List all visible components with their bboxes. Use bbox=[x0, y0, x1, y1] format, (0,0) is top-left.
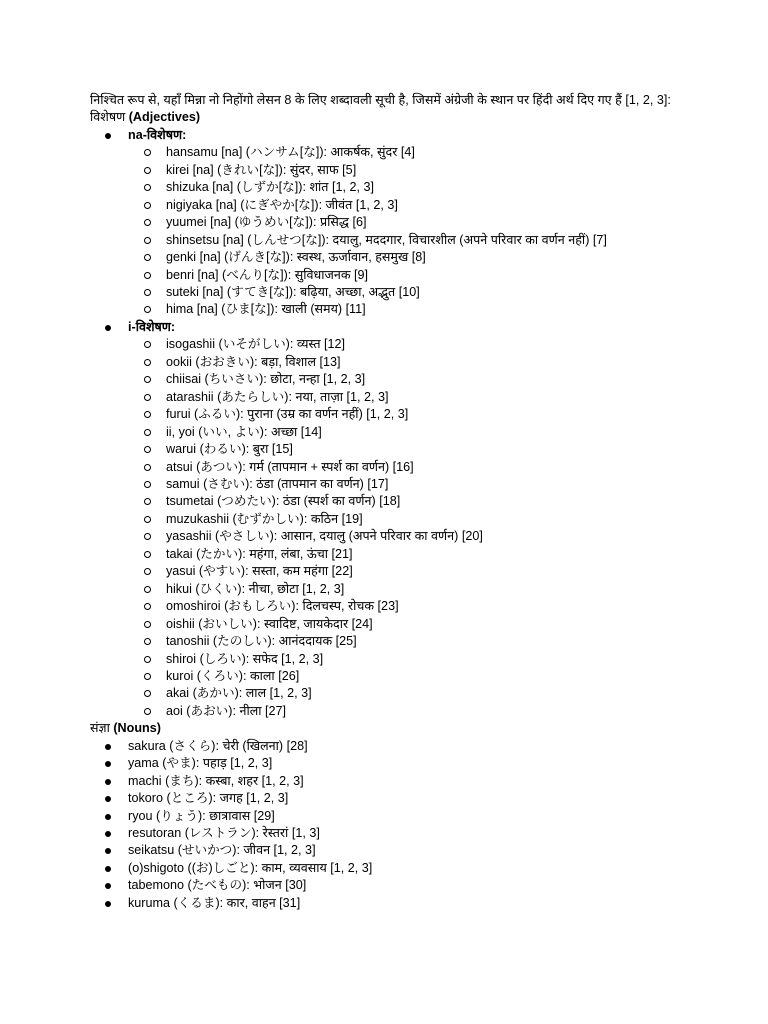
list-item bbox=[128, 197, 710, 214]
list-item bbox=[90, 755, 710, 772]
noun-list bbox=[90, 738, 710, 913]
list-item bbox=[128, 616, 710, 633]
circle-bullet-icon bbox=[144, 429, 151, 436]
list-item-text: aoi (あおい): नीला [27] bbox=[166, 703, 287, 718]
list-item bbox=[90, 738, 710, 755]
list-item bbox=[128, 511, 710, 528]
circle-bullet-icon bbox=[144, 341, 151, 348]
list-item-text: hima [na] (ひま[な]): खाली (समय) [11] bbox=[166, 302, 366, 317]
na-adjective-group bbox=[90, 127, 710, 319]
list-item bbox=[90, 808, 710, 825]
list-item-text: yuumei [na] (ゆうめい[な]): प्रसिद्ध [6] bbox=[166, 215, 367, 230]
list-item bbox=[128, 598, 710, 615]
list-item-text: machi (まち): कस्बा, शहर [1, 2, 3] bbox=[128, 773, 304, 788]
circle-bullet-icon bbox=[144, 446, 151, 453]
i-group-label bbox=[128, 320, 175, 334]
circle-bullet-icon bbox=[144, 498, 151, 505]
list-item bbox=[128, 406, 710, 423]
bullet-icon bbox=[105, 848, 111, 854]
list-item-text: atsui (あつい): गर्म (तापमान + स्पर्श का वर्णन) [16] bbox=[166, 459, 414, 474]
circle-bullet-icon bbox=[144, 690, 151, 697]
circle-bullet-icon bbox=[144, 237, 151, 244]
bullet-icon bbox=[105, 901, 111, 907]
list-item bbox=[90, 790, 710, 807]
circle-bullet-icon bbox=[144, 638, 151, 645]
bullet-icon bbox=[105, 866, 111, 872]
list-item-text: akai (あかい): लाल [1, 2, 3] bbox=[166, 686, 312, 701]
bullet-icon bbox=[105, 779, 111, 785]
adjectives-heading-hindi: विशेषण bbox=[90, 110, 129, 125]
circle-bullet-icon bbox=[144, 306, 151, 313]
list-item bbox=[128, 581, 710, 598]
list-item bbox=[90, 842, 710, 859]
document-body bbox=[90, 92, 710, 912]
list-item bbox=[128, 651, 710, 668]
list-item bbox=[128, 633, 710, 650]
list-item bbox=[128, 546, 710, 563]
list-item-text: shizuka [na] (しずか[な]): शांत [1, 2, 3] bbox=[166, 180, 374, 195]
list-item-text: nigiyaka [na] (にぎやか[な]): जीवंत [1, 2, 3] bbox=[166, 197, 398, 212]
list-item bbox=[90, 895, 710, 912]
i-group-label-suffix: विशेषण: bbox=[135, 319, 176, 334]
list-item-text: genki [na] (げんき[な]): स्वस्थ, ऊर्जावान, हसमुख [8] bbox=[166, 250, 426, 265]
intro-paragraph: निश्चित रूप से, यहाँ मिन्ना नो निहोंगो लेसन 8 के लिए शब्दावली सूची है, जिसमें अंग्रेजी के स्थान पर हिंदी अर्थ दिए गए हैं [1, 2, 3]: bbox=[90, 93, 671, 107]
bullet-icon bbox=[105, 814, 111, 820]
list-item-text: atarashii (あたらしい): नया, ताज़ा [1, 2, 3] bbox=[166, 389, 389, 404]
list-item bbox=[128, 476, 710, 493]
circle-bullet-icon bbox=[144, 464, 151, 471]
list-item bbox=[128, 424, 710, 441]
list-item-text: samui (さむい): ठंडा (तापमान का वर्णन) [17] bbox=[166, 476, 389, 491]
list-item bbox=[128, 214, 710, 231]
list-item-text: ryou (りょう): छात्रावास [29] bbox=[128, 808, 275, 823]
circle-bullet-icon bbox=[144, 603, 151, 610]
circle-bullet-icon bbox=[144, 621, 151, 628]
list-item bbox=[128, 301, 710, 318]
circle-bullet-icon bbox=[144, 219, 151, 226]
adjectives-heading-english: (Adjectives) bbox=[128, 110, 201, 125]
list-item bbox=[128, 267, 710, 284]
list-item-text: muzukashii (むずかしい): कठिन [19] bbox=[166, 511, 363, 526]
list-item-text: takai (たかい): महंगा, लंबा, ऊंचा [21] bbox=[166, 546, 353, 561]
list-item bbox=[128, 354, 710, 371]
circle-bullet-icon bbox=[144, 359, 151, 366]
na-adjective-list bbox=[128, 144, 710, 319]
list-item bbox=[90, 825, 710, 842]
circle-bullet-icon bbox=[144, 586, 151, 593]
bullet-icon bbox=[105, 796, 111, 802]
list-item bbox=[128, 162, 710, 179]
list-item-text: suteki [na] (すてき[な]): बढ़िया, अच्छा, अद्भुत [10] bbox=[166, 284, 420, 299]
list-item bbox=[128, 389, 710, 406]
circle-bullet-icon bbox=[144, 272, 151, 279]
na-group-label-suffix: विशेषण: bbox=[146, 127, 187, 142]
list-item-text: ii, yoi (いい, よい): अच्छा [14] bbox=[166, 424, 322, 439]
list-item bbox=[128, 668, 710, 685]
list-item bbox=[128, 284, 710, 301]
circle-bullet-icon bbox=[144, 202, 151, 209]
adjectives-heading bbox=[90, 109, 710, 126]
list-item-text: yasashii (やさしい): आसान, दयालु (अपने परिवार का वर्णन) [20] bbox=[166, 529, 483, 544]
list-item bbox=[128, 179, 710, 196]
circle-bullet-icon bbox=[144, 708, 151, 715]
list-item-text: tabemono (たべもの): भोजन [30] bbox=[128, 878, 307, 893]
i-adjective-group bbox=[90, 319, 710, 720]
list-item-text: shiroi (しろい): सफेद [1, 2, 3] bbox=[166, 651, 324, 666]
list-item-text: kuruma (くるま): कार, वाहन [31] bbox=[128, 895, 301, 910]
circle-bullet-icon bbox=[144, 167, 151, 174]
circle-bullet-icon bbox=[144, 481, 151, 488]
list-item-text: hansamu [na] (ハンサム[な]): आकर्षक, सुंदर [4] bbox=[166, 145, 415, 160]
list-item-text: ookii (おおきい): बड़ा, विशाल [13] bbox=[166, 354, 341, 369]
bullet-icon bbox=[105, 325, 111, 331]
list-item bbox=[128, 563, 710, 580]
na-group-label bbox=[128, 128, 186, 142]
list-item-text: kirei [na] (きれい[な]): सुंदर, साफ [5] bbox=[166, 162, 357, 177]
circle-bullet-icon bbox=[144, 411, 151, 418]
list-item bbox=[128, 685, 710, 702]
circle-bullet-icon bbox=[144, 149, 151, 156]
list-item-text: tokoro (ところ): जगह [1, 2, 3] bbox=[128, 791, 289, 806]
list-item-text: furui (ふるい): पुराना (उम्र का वर्णन नहीं) [1, 2, 3] bbox=[166, 407, 409, 422]
list-item-text: isogashii (いそがしい): व्यस्त [12] bbox=[166, 337, 346, 352]
list-item bbox=[90, 877, 710, 894]
list-item-text: warui (わるい): बुरा [15] bbox=[166, 442, 293, 457]
list-item-text: seikatsu (せいかつ): जीवन [1, 2, 3] bbox=[128, 843, 316, 858]
circle-bullet-icon bbox=[144, 516, 151, 523]
bullet-icon bbox=[105, 883, 111, 889]
list-item-text: shinsetsu [na] (しんせつ[な]): दयालु, मददगार, विचारशील (अपने परिवार का वर्णन नहीं) [7] bbox=[166, 232, 607, 247]
circle-bullet-icon bbox=[144, 673, 151, 680]
list-item bbox=[128, 528, 710, 545]
nouns-heading-hindi: संज्ञा bbox=[90, 721, 114, 736]
i-adjective-list bbox=[128, 336, 710, 720]
list-item-text: tsumetai (つめたい): ठंडा (स्पर्श का वर्णन) [18] bbox=[166, 494, 401, 509]
circle-bullet-icon bbox=[144, 551, 151, 558]
bullet-icon bbox=[105, 761, 111, 767]
list-item-text: benri [na] (べんり[な]): सुविधाजनक [9] bbox=[166, 267, 369, 282]
circle-bullet-icon bbox=[144, 656, 151, 663]
nouns-heading bbox=[90, 720, 710, 737]
list-item bbox=[128, 371, 710, 388]
circle-bullet-icon bbox=[144, 568, 151, 575]
adjective-groups bbox=[90, 127, 710, 720]
list-item bbox=[128, 249, 710, 266]
i-group-label-prefix: i- bbox=[128, 319, 136, 334]
list-item bbox=[90, 860, 710, 877]
list-item bbox=[128, 232, 710, 249]
list-item bbox=[128, 703, 710, 720]
list-item-text: kuroi (くろい): काला [26] bbox=[166, 668, 300, 683]
list-item bbox=[128, 493, 710, 510]
list-item-text: resutoran (レストラン): रेस्तरां [1, 3] bbox=[128, 826, 320, 841]
list-item bbox=[90, 773, 710, 790]
list-item-text: yasui (やすい): सस्ता, कम महंगा [22] bbox=[166, 564, 353, 579]
bullet-icon bbox=[105, 133, 111, 139]
na-group-label-prefix: na- bbox=[128, 127, 147, 142]
list-item-text: omoshiroi (おもしろい): दिलचस्प, रोचक [23] bbox=[166, 599, 399, 614]
list-item-text: hikui (ひくい): नीचा, छोटा [1, 2, 3] bbox=[166, 581, 345, 596]
list-item bbox=[128, 144, 710, 161]
bullet-icon bbox=[105, 744, 111, 750]
circle-bullet-icon bbox=[144, 184, 151, 191]
list-item bbox=[128, 441, 710, 458]
list-item-text: (o)shigoto ((お)しごと): काम, व्यवसाय [1, 2, 3] bbox=[128, 860, 373, 875]
nouns-heading-english: (Nouns) bbox=[113, 721, 161, 736]
list-item-text: chiisai (ちいさい): छोटा, नन्हा [1, 2, 3] bbox=[166, 372, 366, 387]
circle-bullet-icon bbox=[144, 254, 151, 261]
list-item-text: yama (やま): पहाड़ [1, 2, 3] bbox=[128, 756, 273, 771]
list-item bbox=[128, 336, 710, 353]
circle-bullet-icon bbox=[144, 394, 151, 401]
circle-bullet-icon bbox=[144, 376, 151, 383]
list-item-text: oishii (おいしい): स्वादिष्ट, जायकेदार [24] bbox=[166, 616, 373, 631]
list-item bbox=[128, 459, 710, 476]
bullet-icon bbox=[105, 831, 111, 837]
list-item-text: tanoshii (たのしい): आनंददायक [25] bbox=[166, 634, 357, 649]
circle-bullet-icon bbox=[144, 289, 151, 296]
circle-bullet-icon bbox=[144, 533, 151, 540]
list-item-text: sakura (さくら): चेरी (खिलना) [28] bbox=[128, 738, 308, 753]
